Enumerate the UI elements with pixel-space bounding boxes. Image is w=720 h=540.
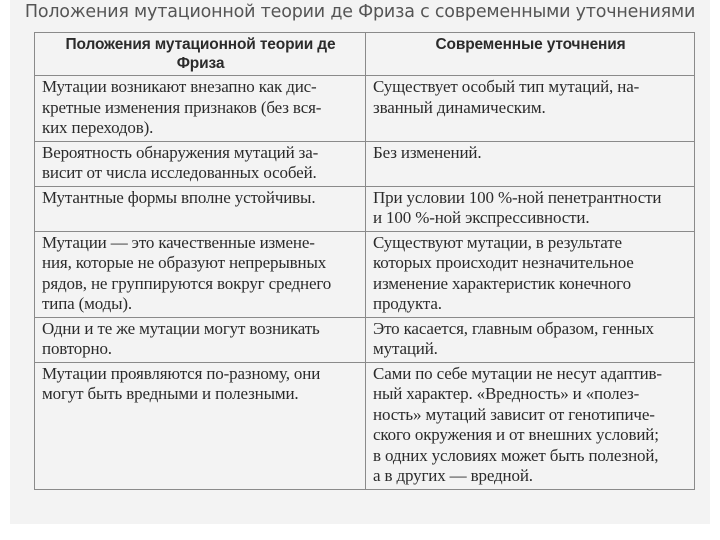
cell-line: рядов, не группируются вокруг среднего bbox=[42, 273, 332, 293]
cell-line: Сами по себе мутации не несут адаптив- bbox=[373, 363, 662, 383]
cell-modern bbox=[366, 141, 695, 186]
cell-line: званный динамическим. bbox=[373, 97, 546, 117]
cell-devries bbox=[35, 76, 366, 142]
cell-line: висит от числа исследованных особей. bbox=[42, 163, 317, 182]
cell-line: ния, которые не образуют непрерывных bbox=[42, 253, 327, 272]
cell-line: ского окружения и от внешних условий; bbox=[373, 425, 659, 444]
table-row bbox=[35, 186, 695, 231]
cell-line: Вероятность обнаружения мутаций за- bbox=[42, 142, 319, 162]
cell-line: Одни и те же мутации могут возникать bbox=[42, 318, 320, 338]
table-row bbox=[35, 362, 695, 489]
cell-devries bbox=[35, 186, 366, 231]
cell-line: ких переходов). bbox=[42, 118, 154, 137]
cell-line: ность» мутаций зависит от генотипиче- bbox=[373, 404, 655, 424]
cell-line: Существуют мутации, в результате bbox=[373, 232, 622, 252]
header-row bbox=[35, 33, 695, 76]
cell-line: типа (моды). bbox=[42, 294, 133, 313]
cell-line: которых происходит незначительное bbox=[373, 253, 634, 272]
cell-modern bbox=[366, 186, 695, 231]
table-row bbox=[35, 317, 695, 362]
cell-line: а в других — вредной. bbox=[373, 466, 533, 485]
cell-line: изменение характеристик конечного bbox=[373, 273, 631, 293]
cell-modern bbox=[366, 231, 695, 317]
cell-line: повторно. bbox=[42, 339, 112, 358]
comparison-table bbox=[34, 32, 695, 490]
cell-devries bbox=[35, 231, 366, 317]
cell-modern bbox=[366, 317, 695, 362]
cell-line: Без изменений. bbox=[373, 142, 482, 162]
cell-line: Существует особый тип мутаций, на- bbox=[373, 77, 640, 96]
cell-line: Это касается, главным образом, генных bbox=[373, 318, 654, 338]
cell-line: в одних условиях может быть полезной, bbox=[373, 445, 659, 465]
cell-line: мутаций. bbox=[373, 339, 438, 358]
cell-line: могут быть вредными и полезными. bbox=[42, 384, 299, 403]
header-modern: Современные уточнения bbox=[366, 33, 695, 76]
table-row bbox=[35, 76, 695, 142]
cell-modern bbox=[366, 76, 695, 142]
table-row bbox=[35, 231, 695, 317]
table-row bbox=[35, 141, 695, 186]
cell-modern bbox=[366, 362, 695, 489]
cell-devries bbox=[35, 317, 366, 362]
document-page bbox=[10, 0, 710, 524]
cell-line: кретные изменения признаков (без вся- bbox=[42, 97, 322, 117]
cell-line: Мутации — это качественные измене- bbox=[42, 232, 315, 252]
cell-line: При условии 100 %-ной пенетрантности bbox=[373, 187, 662, 207]
cell-line: Мутантные формы вполне устойчивы. bbox=[42, 187, 316, 207]
table-title: Положения мутационной теории де Фриза с современными уточнениями bbox=[24, 2, 696, 22]
cell-line: и 100 %-ной экспрессивности. bbox=[373, 208, 590, 227]
cell-line: ный характер. «Вредность» и «полез- bbox=[373, 384, 640, 403]
cell-line: Мутации проявляются по-разному, они bbox=[42, 363, 321, 383]
cell-line: продукта. bbox=[373, 294, 442, 313]
cell-devries bbox=[35, 362, 366, 489]
cell-devries bbox=[35, 141, 366, 186]
header-devries: Положения мутационной теории де Фриза bbox=[35, 33, 366, 76]
cell-line: Мутации возникают внезапно как дис- bbox=[42, 77, 317, 96]
